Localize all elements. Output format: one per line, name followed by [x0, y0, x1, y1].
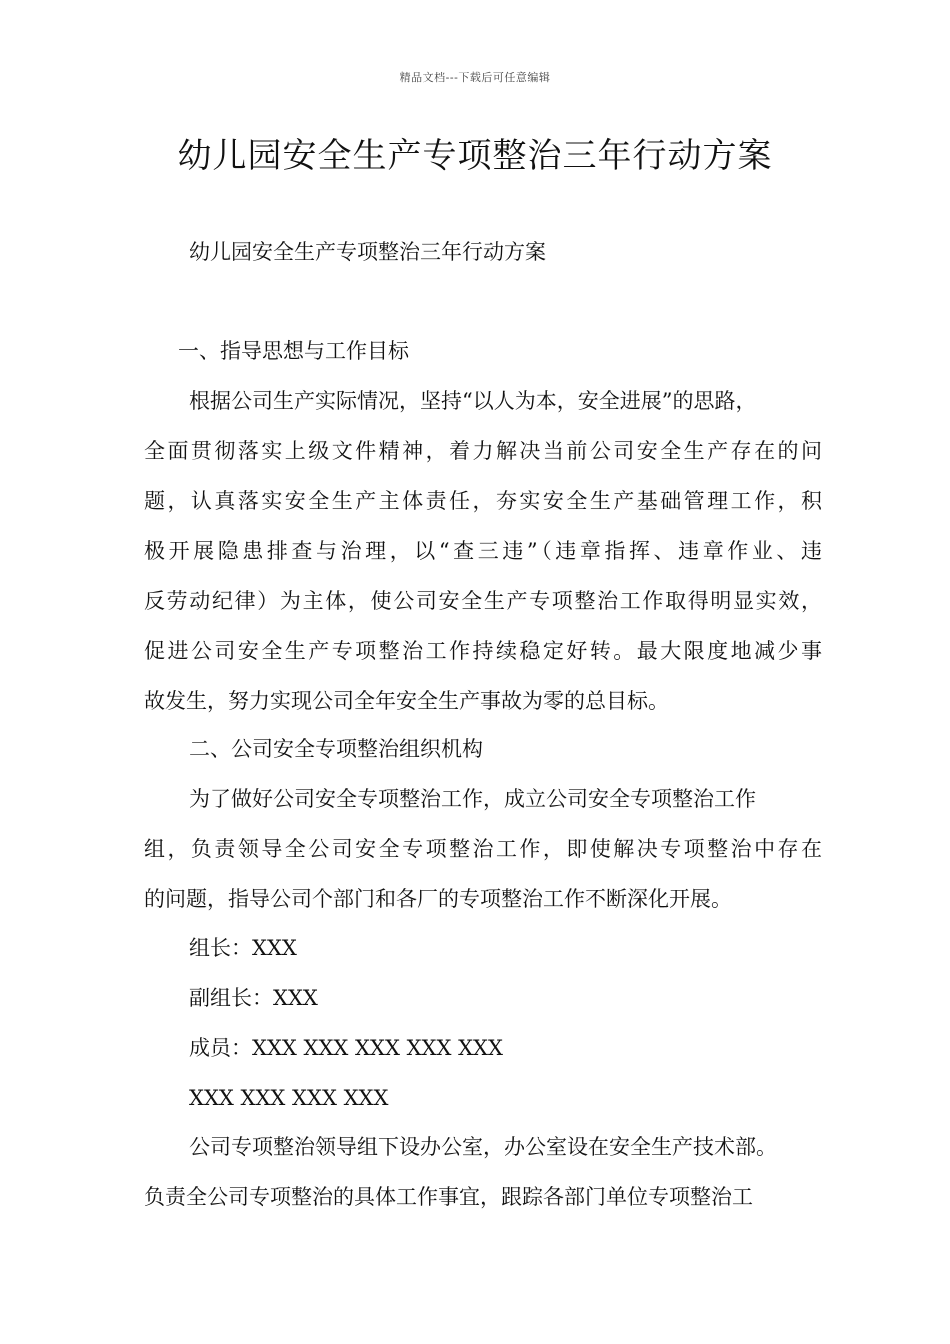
- group-leader: 组长：XXX: [189, 936, 297, 960]
- document-subtitle: 幼儿园安全生产专项整治三年行动方案: [189, 240, 546, 264]
- members-continued: XXX XXX XXX XXX: [189, 1086, 389, 1110]
- paragraph-line: 的问题，指导公司个部门和各厂的专项整治工作不断深化开展。: [144, 887, 732, 911]
- paragraph-line: 反劳动纪律）为主体，使公司安全生产专项整治工作取得明显实效，: [144, 589, 822, 613]
- paragraph-line: 促进公司安全生产专项整治工作持续稳定好转。最大限度地减少事: [144, 639, 822, 663]
- paragraph-line: 公司专项整治领导组下设办公室，办公室设在安全生产技术部。: [189, 1135, 777, 1159]
- deputy-leader: 副组长：XXX: [189, 986, 318, 1010]
- paragraph-line: 为了做好公司安全专项整治工作，成立公司安全专项整治工作: [189, 787, 756, 811]
- paragraph-line: 极开展隐患排查与治理，以“查三违”（违章指挥、违章作业、违: [144, 539, 822, 563]
- paragraph-line: 全面贯彻落实上级文件精神，着力解决当前公司安全生产存在的问: [144, 439, 822, 463]
- paragraph-line: 故发生，努力实现公司全年安全生产事故为零的总目标。: [144, 689, 669, 713]
- section1-heading: 一、指导思想与工作目标: [178, 339, 409, 363]
- document-title: 幼儿园安全生产专项整治三年行动方案: [177, 136, 773, 176]
- paragraph-line: 根据公司生产实际情况，坚持“以人为本，安全进展”的思路，: [189, 389, 757, 413]
- paragraph-line: 题，认真落实安全生产主体责任，夯实安全生产基础管理工作，积: [144, 489, 822, 513]
- paragraph-line: 组，负责领导全公司安全专项整治工作，即使解决专项整治中存在: [144, 837, 822, 861]
- members: 成员：XXX XXX XXX XXX XXX: [189, 1036, 503, 1060]
- paragraph-line: 负责全公司专项整治的具体工作事宜，跟踪各部门单位专项整治工: [144, 1185, 753, 1209]
- section2-heading: 二、公司安全专项整治组织机构: [189, 737, 483, 761]
- header-note: 精品文档---下载后可任意编辑: [399, 71, 551, 84]
